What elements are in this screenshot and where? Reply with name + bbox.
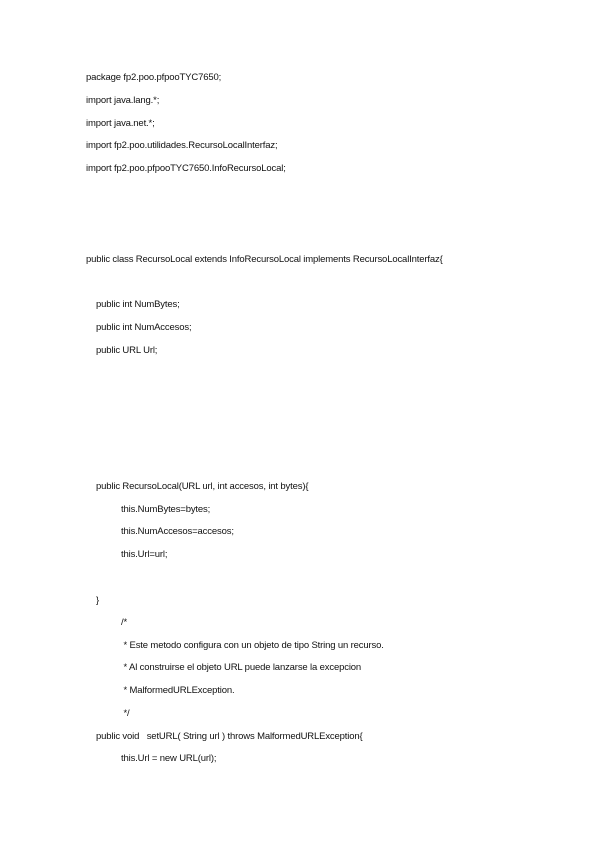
method-set-url-declaration: public void setURL( String url ) throws MalformedURLException{ — [96, 731, 363, 742]
constructor-closing-brace: } — [96, 595, 100, 606]
constructor-declaration: public RecursoLocal(URL url, int accesos, int bytes){ — [96, 481, 309, 492]
comment-line-3: * MalformedURLException. — [121, 685, 235, 696]
comment-line-1: * Este metodo configura con un objeto de tipo String un recurso. — [121, 640, 384, 651]
assign-url: this.Url=url; — [121, 549, 168, 560]
field-url: public URL Url; — [96, 345, 158, 356]
comment-open: /* — [121, 617, 128, 628]
comment-close: */ — [121, 708, 130, 719]
assign-num-accesos: this.NumAccesos=accesos; — [121, 526, 234, 537]
import-java-lang: import java.lang.*; — [86, 95, 160, 106]
package-declaration: package fp2.poo.pfpooTYC7650; — [86, 72, 222, 83]
import-info-recurso-local: import fp2.poo.pfpooTYC7650.InfoRecursoLocal; — [86, 163, 286, 174]
class-declaration: public class RecursoLocal extends InfoRecursoLocal implements RecursoLocalInterfaz{ — [86, 254, 443, 265]
import-recurso-local-interfaz: import fp2.poo.utilidades.RecursoLocalInterfaz; — [86, 140, 278, 151]
assign-num-bytes: this.NumBytes=bytes; — [121, 504, 211, 515]
assign-new-url: this.Url = new URL(url); — [121, 753, 217, 764]
field-num-accesos: public int NumAccesos; — [96, 322, 192, 333]
comment-line-2: * Al construirse el objeto URL puede lanzarse la excepcion — [121, 662, 362, 673]
field-num-bytes: public int NumBytes; — [96, 299, 180, 310]
import-java-net: import java.net.*; — [86, 118, 155, 129]
